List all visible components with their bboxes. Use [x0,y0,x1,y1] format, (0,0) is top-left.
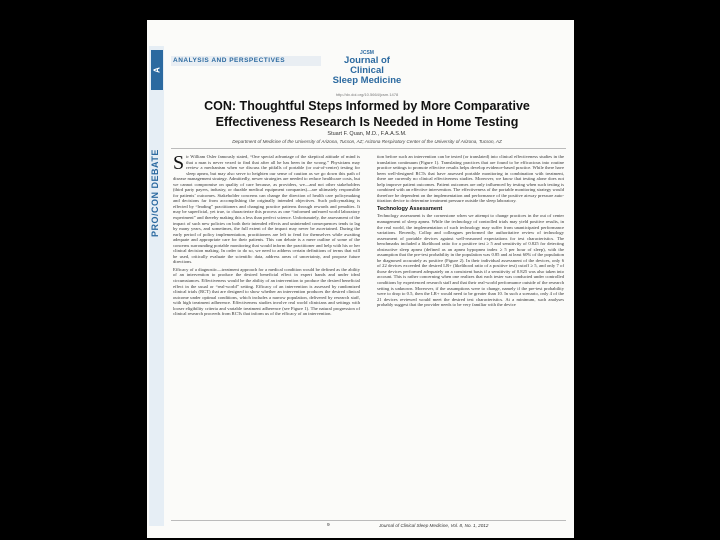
section-badge-icon: A [151,50,163,90]
body-column-left [173,154,360,520]
section-heading: Technology Assessment [377,205,443,212]
paragraph-right-2: Technology assessment is the cornerstone when we attempt to change practices in the out of center management of sleep apnea. While the technology of controlled trials may yield positive results, in the real world, the implementation of such technology may suffer from unanticipated performance variations. Recently, Collop and colleagues performed the authoritative review of technology assessment of portable devices against well-reasoned expectations for test characteristics. The benchmarks included a likelihood ratio for a positive test ≥ 5 and sensitivity of 0.825 for detecting obstructive sleep apnea (defined as an apnea hypopnea index ≥ 5 per hour of sleep), with the assumption that the pre-test probability in the population was 0.85 and at least 60% of the population be diagnosed accurately as positive (Figure 2). In their individual assessment of the devices, only 6 of 22 devices exceeded the desired LR+ (likelihood ratio of a positive test) cutoff ≥ 5, and only 7 of those devices performed adequately on a consistent basis if a sensitivity of 0.825 was also taken into account. This is rather concerning when one realizes that each tester was conducted under controlled conditions by experienced research staff and that their real-world performance outside of the research setting is unknown. Moreover, if the assumptions were to change, namely if the pre-test probability were to drop to 0.5, then the LR+ would need to be greater than 10. In such a scenario, only 4 of the 21 devices reviewed would meet the desired test characteristics. At a minimum, such analyses probably suggest that the provider needs to be very familiar with the device [377,213,564,308]
article-title-line1: CON: Thoughtful Steps Informed by More Comparative [204,99,530,113]
footer-divider [171,520,566,521]
page-number: 9 [327,523,330,528]
paragraph-left-1: ir William Osler famously stated, “One special advantage of the skeptical attitude of mind is that a man is never vexed to find that after all he has been in the wrong.” Physicians may review a mechanism when we discuss the pitfalls of portable (or out-of-center) testing for sleep apnea, but may also serve to heighten our sense of caution as we go down this path of disease management strategy. Admittedly, newer strategies are needed to reduce healthcare costs, but we cannot compromise on quality of care because, as providers, we—and not other stakeholders (third party payers, industry, or durable medical equipment companies)—are ultimately responsible for patients’ outcomes. Stakeholder concerns can change the direction of health care policymaking and decisions far from accomplishing the originally intended objectives. Such policymaking is effected by “leading” practitioners and changing practice patterns through rewards and penalties. It may be superficial, yet true, to characterize this process as one “informed unfeared world laboratory experiment” and thereby making this a less than perfect science. Unfortunately, the assessment of the impact of such new policies on both their intended effects and unintended consequences tends to lag by many years, and sometimes, the full extent of the impact may never be ascertained. During the early period of policy implementation, practitioners are left to fend for themselves while awaiting adequate and appropriate care for their patients. This can debate is a mere outline of some of the concerns surrounding portable monitoring that would inform the practitioner and help with his or her clinical decision making. In order to do so, we need to address certain definitions of terms that will be used, critically evaluate the scientific data, address areas of uncertainty, and propose future directions. [173,154,360,265]
doi-link[interactable]: http://dx.doi.org/10.5664/jcsm.1478 [335,92,399,97]
author: Stuart F. Quan, M.D., F.A.A.S.M. [327,131,407,137]
drop-cap: S [173,152,185,174]
footer-citation: Journal of Clinical Sleep Medicine, Vol. 8, No. 1, 2012 [379,523,489,528]
body-column-right [377,154,564,512]
article-title-line2: Effectiveness Research Is Needed in Home Testing [215,115,519,129]
section-label: ANALYSIS AND PERSPECTIVES [173,57,286,64]
paragraph-right-1: tion before such an intervention can be tested (or translated) into clinical effectiveness studies in the translation continuum (Figure 1). Translating practices that are found to be efficacious into routine practice settings to promote effective results helps develop evidence-based practice. While there have been well-designed RCTs that have assessed portable monitoring in combination with treatment, there are currently no clinical effectiveness studies. Moreover, we know that testing alone does not help improve patient outcomes. Patient outcomes are only influenced by testing when such testing is combined with an effective intervention. The effectiveness of the portable monitoring strategy would therefore be dependent on the implementation and performance of the positive airway pressure auto-titration device to determine treatment pressure outside the sleep laboratory. [377,154,564,204]
side-banner [149,46,164,526]
spine-label: PRO/CON DEBATE [150,149,160,237]
affiliation: Department of Medicine of the University of Arizona, Tucson, AZ; Arizona Respiratory Center of the University of Arizona, Tucson, AZ [232,139,502,144]
journal-name-line1: Journal of Clinical [344,55,390,76]
journal-page [147,20,574,538]
journal-name-line2: Sleep Medicine [332,75,402,86]
paragraph-left-2: Efficacy of a diagnostic—treatment approach for a medical condition would be defined as the ability of an intervention to produce the desired beneficial effect in expert hands and under ideal circumstances. Effectiveness would be the ability of an intervention to produce the desired beneficial effect in the usual or “real-world” setting. Efficacy of an intervention is assessed by randomized clinical trials (RCT) that are designed to show whether an intervention produces the desired clinical outcome under optimal conditions, which includes a narrow population, delivered by research staff, with high treatment adherence. Effectiveness studies involve real world clinicians and settings with looser eligibility criteria and variable treatment adherence (see Figure 1). The natural progression of clinical research proceeds from RCTs that inform us of the efficacy of an intervention. [173,266,360,317]
header-divider [171,148,566,149]
journal-prefix: JCSM [360,50,374,56]
journal-logo [327,50,407,86]
